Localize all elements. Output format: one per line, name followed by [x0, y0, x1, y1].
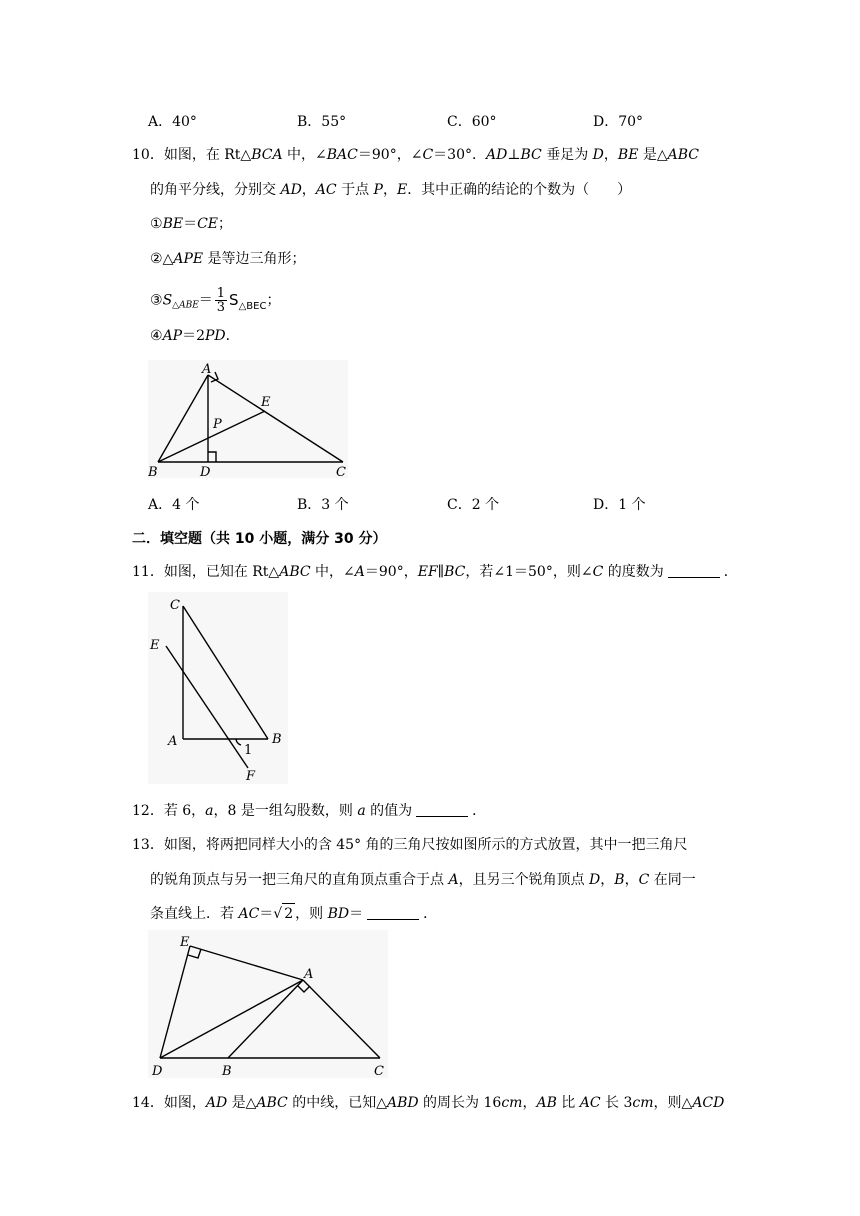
- segment-cb: [183, 606, 268, 739]
- segment-ef: [166, 646, 248, 768]
- label-p: P: [213, 417, 222, 432]
- label-f: F: [246, 769, 256, 784]
- label-b: B: [148, 465, 158, 480]
- q10-option-b: B．3 个: [297, 497, 349, 513]
- segment-ac: [208, 375, 343, 462]
- label-angle-1: 1: [244, 743, 253, 758]
- label-e: E: [150, 638, 160, 653]
- sqrt-symbol: √: [273, 906, 283, 922]
- q13-stem-line3: 条直线上．若 AC＝√ 2 ，则 BD＝ ．: [150, 903, 437, 924]
- answer-blank: [416, 802, 468, 817]
- q10-option-c: C．2 个: [447, 497, 500, 513]
- label-c: C: [336, 465, 346, 480]
- label-a: A: [304, 967, 314, 982]
- q13-figure: [148, 930, 388, 1080]
- q10-stem-line1: 10．如图，在 Rt△BCA 中，∠BAC＝90°，∠C＝30°．AD⊥BC 垂足为 D，BE 是△ABC: [132, 147, 700, 163]
- right-angle-mark-d: [208, 452, 216, 462]
- label-b: B: [272, 732, 282, 747]
- q10-stem-line2: 的角平分线，分别交 AD，AC 于点 P，E．其中正确的结论的个数为（ ）: [150, 182, 632, 198]
- label-d: D: [152, 1064, 163, 1079]
- fraction-one-third: $\frac{1}{3}$: [216, 286, 226, 315]
- segment-ba: [228, 980, 303, 1058]
- q9-option-a: A．40°: [148, 114, 197, 130]
- q9-option-b: B．55°: [297, 114, 347, 130]
- label-e: E: [180, 935, 190, 950]
- label-e: E: [261, 395, 271, 410]
- answer-blank: [367, 905, 419, 920]
- q13-stem-line2: 的锐角顶点与另一把三角尺的直角顶点重合于点 A，且另三个锐角顶点 D，B，C 在同一: [150, 872, 696, 888]
- segment-ed: [160, 946, 190, 1058]
- right-angle-mark-a: [298, 986, 310, 992]
- q14-stem: 14．如图，AD 是△ABC 的中线，已知△ABD 的周长为 16cm，AB 比 AC 长 3cm，则△ACD: [132, 1095, 725, 1111]
- q10-figure: [148, 360, 348, 480]
- label-c: C: [170, 598, 180, 613]
- segment-ea: [190, 946, 303, 980]
- right-angle-mark-e: [188, 949, 201, 958]
- label-a: A: [202, 362, 212, 377]
- segment-be: [158, 411, 265, 462]
- segment-da: [160, 980, 303, 1058]
- label-b: B: [222, 1064, 232, 1079]
- segment-ac: [303, 980, 380, 1058]
- label-c: C: [374, 1064, 384, 1079]
- angle-1-arc: [236, 739, 241, 745]
- q13-stem-line1: 13．如图，将两把同样大小的含 45° 角的三角尺按如图所示的方式放置，其中一把三角尺: [132, 837, 688, 853]
- q11-figure: [148, 592, 288, 787]
- q10-option-d: D．1 个: [593, 497, 646, 513]
- q12-stem: 12．若 6，a，8 是一组勾股数，则 a 的值为 ．: [132, 803, 487, 819]
- q9-option-c: C．60°: [447, 114, 497, 130]
- q10-statement-4: ④AP＝2PD．: [150, 328, 240, 344]
- q9-option-d: D．70°: [593, 114, 644, 130]
- section-heading-fill-in: 二．填空题（共 10 小题，满分 30 分）: [132, 531, 387, 547]
- segment-ab: [158, 375, 208, 462]
- q10-statement-1: ①BE＝CE；: [150, 216, 233, 232]
- q10-option-a: A．4 个: [148, 497, 200, 513]
- answer-blank: [668, 563, 720, 578]
- label-a: A: [168, 734, 178, 749]
- q11-stem: 11．如图，已知在 Rt△ABC 中，∠A＝90°，EF∥BC，若∠1＝50°，则∠C 的度数为 ．: [132, 564, 738, 580]
- label-d: D: [200, 465, 211, 480]
- q10-statement-2: ②△APE 是等边三角形；: [150, 251, 306, 267]
- q10-statement-3: $③S_{\triangle ABE}=$ $\frac{1}{3}$ $S_{\triangle BEC}$；: [150, 286, 281, 315]
